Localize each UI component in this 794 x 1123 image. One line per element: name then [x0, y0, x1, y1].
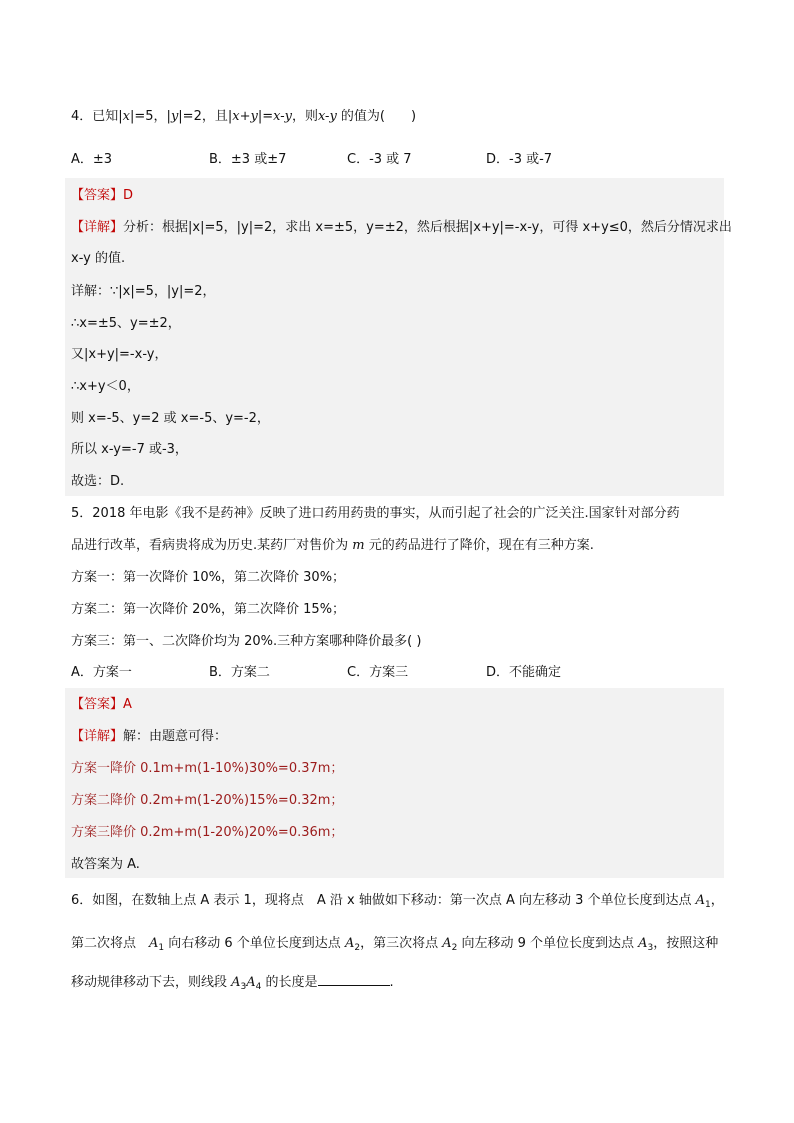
q6-stem-line3: 移动规律移动下去，则线段 $A_3A_4$ 的长度是 . — [71, 975, 394, 992]
q4-stem: 4．已知|x|=5，|y|=2，且|x+y|=x-y，则x-y 的值为( ) — [71, 109, 417, 124]
q5-option-c: C．方案三 — [347, 665, 409, 680]
q5-answer-box — [65, 688, 724, 878]
q4-step-4: ∴x+y＜0， — [71, 379, 140, 394]
q5-option-b: B．方案二 — [209, 665, 270, 680]
q5-option-a: A．方案一 — [71, 665, 132, 680]
q5-plan-3: 方案三：第一、二次降价均为 20%.三种方案哪种降价最多( ) — [71, 634, 422, 649]
q4-option-c: C．-3 或 7 — [347, 152, 412, 167]
q4-step-5: 则 x=-5、y=2 或 x=-5、y=-2， — [71, 411, 270, 426]
answer-blank[interactable] — [318, 973, 390, 986]
q4-step-7: 故选：D. — [71, 474, 125, 489]
q4-detail-line2: x-y 的值. — [71, 251, 126, 266]
q5-stem-line2: 品进行改革，看病贵将成为历史.某药厂对售价为 m 元的药品进行了降价，现在有三种方案. — [71, 538, 594, 553]
q6-stem-line2: 第二次将点 $A_1$ 向右移动 6 个单位长度到达点 $A_2$，第三次将点 $A_2$ 向左移动 9 个单位长度到达点 $A_3$，按照这种 — [71, 936, 719, 953]
q4-answer: 【答案】D — [71, 188, 134, 203]
q5-detail: 【详解】解：由题意可得： — [71, 729, 228, 744]
q4-detail-line1: 【详解】分析：根据|x|=5，|y|=2，求出 x=±5，y=±2，然后根据|x+y|=-x-y，可得 x+y≤0，然后分情况求出 — [71, 220, 732, 235]
q4-step-3: 又|x+y|=-x-y， — [71, 347, 168, 362]
q6-stem-line1: 6．如图，在数轴上点 A 表示 1，现将点 A 沿 x 轴做如下移动：第一次点 A 向左移动 3 个单位长度到达点 $A_1$， — [71, 893, 724, 910]
q4-step-2: ∴x=±5、y=±2， — [71, 316, 181, 331]
q5-stem-line1: 5．2018 年电影《我不是药神》反映了进口药用药贵的事实，从而引起了社会的广泛关注.国家针对部分药 — [71, 506, 680, 521]
q5-calc-3: 方案三降价 0.2m+m(1-20%)20%=0.36m； — [71, 825, 344, 840]
q5-plan-2: 方案二：第一次降价 20%，第二次降价 15%； — [71, 602, 346, 617]
q5-option-d: D．不能确定 — [486, 665, 562, 680]
q5-conclusion: 故答案为 A. — [71, 857, 140, 872]
q5-calc-1: 方案一降价 0.1m+m(1-10%)30%=0.37m； — [71, 761, 344, 776]
q4-step-1: 详解：∵|x|=5，|y|=2， — [71, 284, 216, 299]
q4-option-d: D．-3 或-7 — [486, 152, 553, 167]
q4-option-b: B．±3 或±7 — [209, 152, 287, 167]
q5-calc-2: 方案二降价 0.2m+m(1-20%)15%=0.32m； — [71, 793, 344, 808]
q4-step-6: 所以 x-y=-7 或-3， — [71, 442, 188, 457]
q5-plan-1: 方案一：第一次降价 10%，第二次降价 30%； — [71, 570, 346, 585]
q4-option-a: A．±3 — [71, 152, 113, 167]
q5-answer: 【答案】A — [71, 697, 132, 712]
